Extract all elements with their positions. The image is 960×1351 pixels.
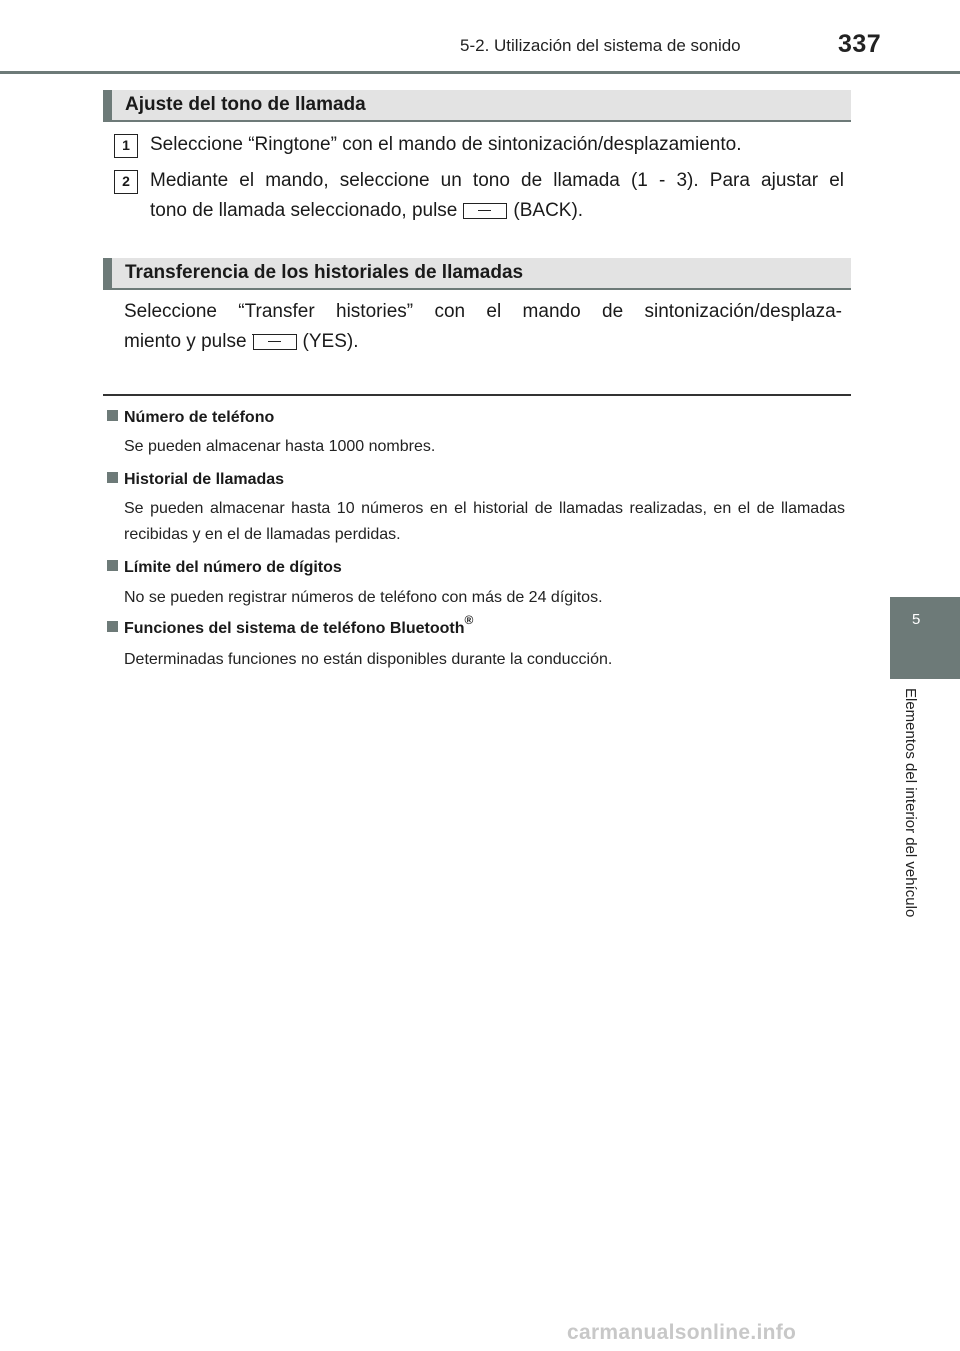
note-title-call-history: Historial de llamadas: [107, 471, 284, 489]
back-button-icon: [463, 203, 507, 219]
note-text-phone-number: Se pueden almacenar hasta 1000 nombres.: [124, 438, 436, 455]
registered-mark: ®: [464, 613, 474, 627]
yes-button-icon: [253, 334, 297, 350]
chapter-label: Elementos del interior del vehículo: [902, 688, 919, 918]
transfer-line-2-text: miento y pulse: [124, 331, 247, 352]
square-bullet-icon: [107, 560, 118, 571]
page-number: 337: [838, 30, 882, 58]
note-text-bluetooth: Determinadas funciones no están disponibles durante la conducción.: [124, 651, 613, 668]
watermark: carmanualsonline.info: [567, 1321, 797, 1344]
chapter-number: 5: [912, 611, 921, 628]
note-text-digit-limit: No se pueden registrar números de teléfono con más de 24 dígitos.: [124, 589, 603, 606]
note-title-digit-limit: Límite del número de dígitos: [107, 559, 342, 577]
step-number-1: 1: [114, 134, 138, 158]
note-title-bluetooth: Funciones del sistema de teléfono Bluetooth®: [107, 620, 473, 638]
notes-divider: [103, 394, 851, 396]
chapter-number-box: [890, 597, 960, 679]
step-2-line-2: [150, 196, 850, 226]
header-rule: [0, 71, 960, 74]
section-heading-ringtone: [103, 90, 851, 122]
square-bullet-icon: [107, 472, 118, 483]
square-bullet-icon: [107, 621, 118, 632]
header-section-title: 5-2. Utilización del sistema de sonido: [460, 36, 741, 55]
step-1-text: Seleccione “Ringtone” con el mando de sintonización/desplazamiento.: [150, 134, 742, 155]
section-heading-transfer: [103, 258, 851, 290]
transfer-line-2: [124, 327, 844, 357]
section-title: Transferencia de los historiales de llamadas: [125, 262, 524, 283]
step-number-2: 2: [114, 170, 138, 194]
transfer-line-2-end: (YES).: [302, 331, 359, 352]
step-2-line-1: Mediante el mando, seleccione un tono de llamada (1 - 3). Para ajustar el: [150, 170, 844, 191]
transfer-line-1: Seleccione “Transfer histories” con el mando de sintonización/desplaza-: [124, 301, 842, 322]
note-text-call-history: Se pueden almacenar hasta 10 números en el historial de llamadas realizadas, en el de llamadas recibidas y en el de llamadas perdidas.: [124, 500, 845, 543]
step-2-line-2-end: (BACK).: [513, 200, 584, 221]
note-title-phone-number: Número de teléfono: [107, 409, 274, 427]
step-2-line-2-text: tono de llamada seleccionado, pulse: [150, 200, 458, 221]
square-bullet-icon: [107, 410, 118, 421]
section-title: Ajuste del tono de llamada: [125, 94, 366, 115]
chapter-label-box: [890, 679, 960, 974]
